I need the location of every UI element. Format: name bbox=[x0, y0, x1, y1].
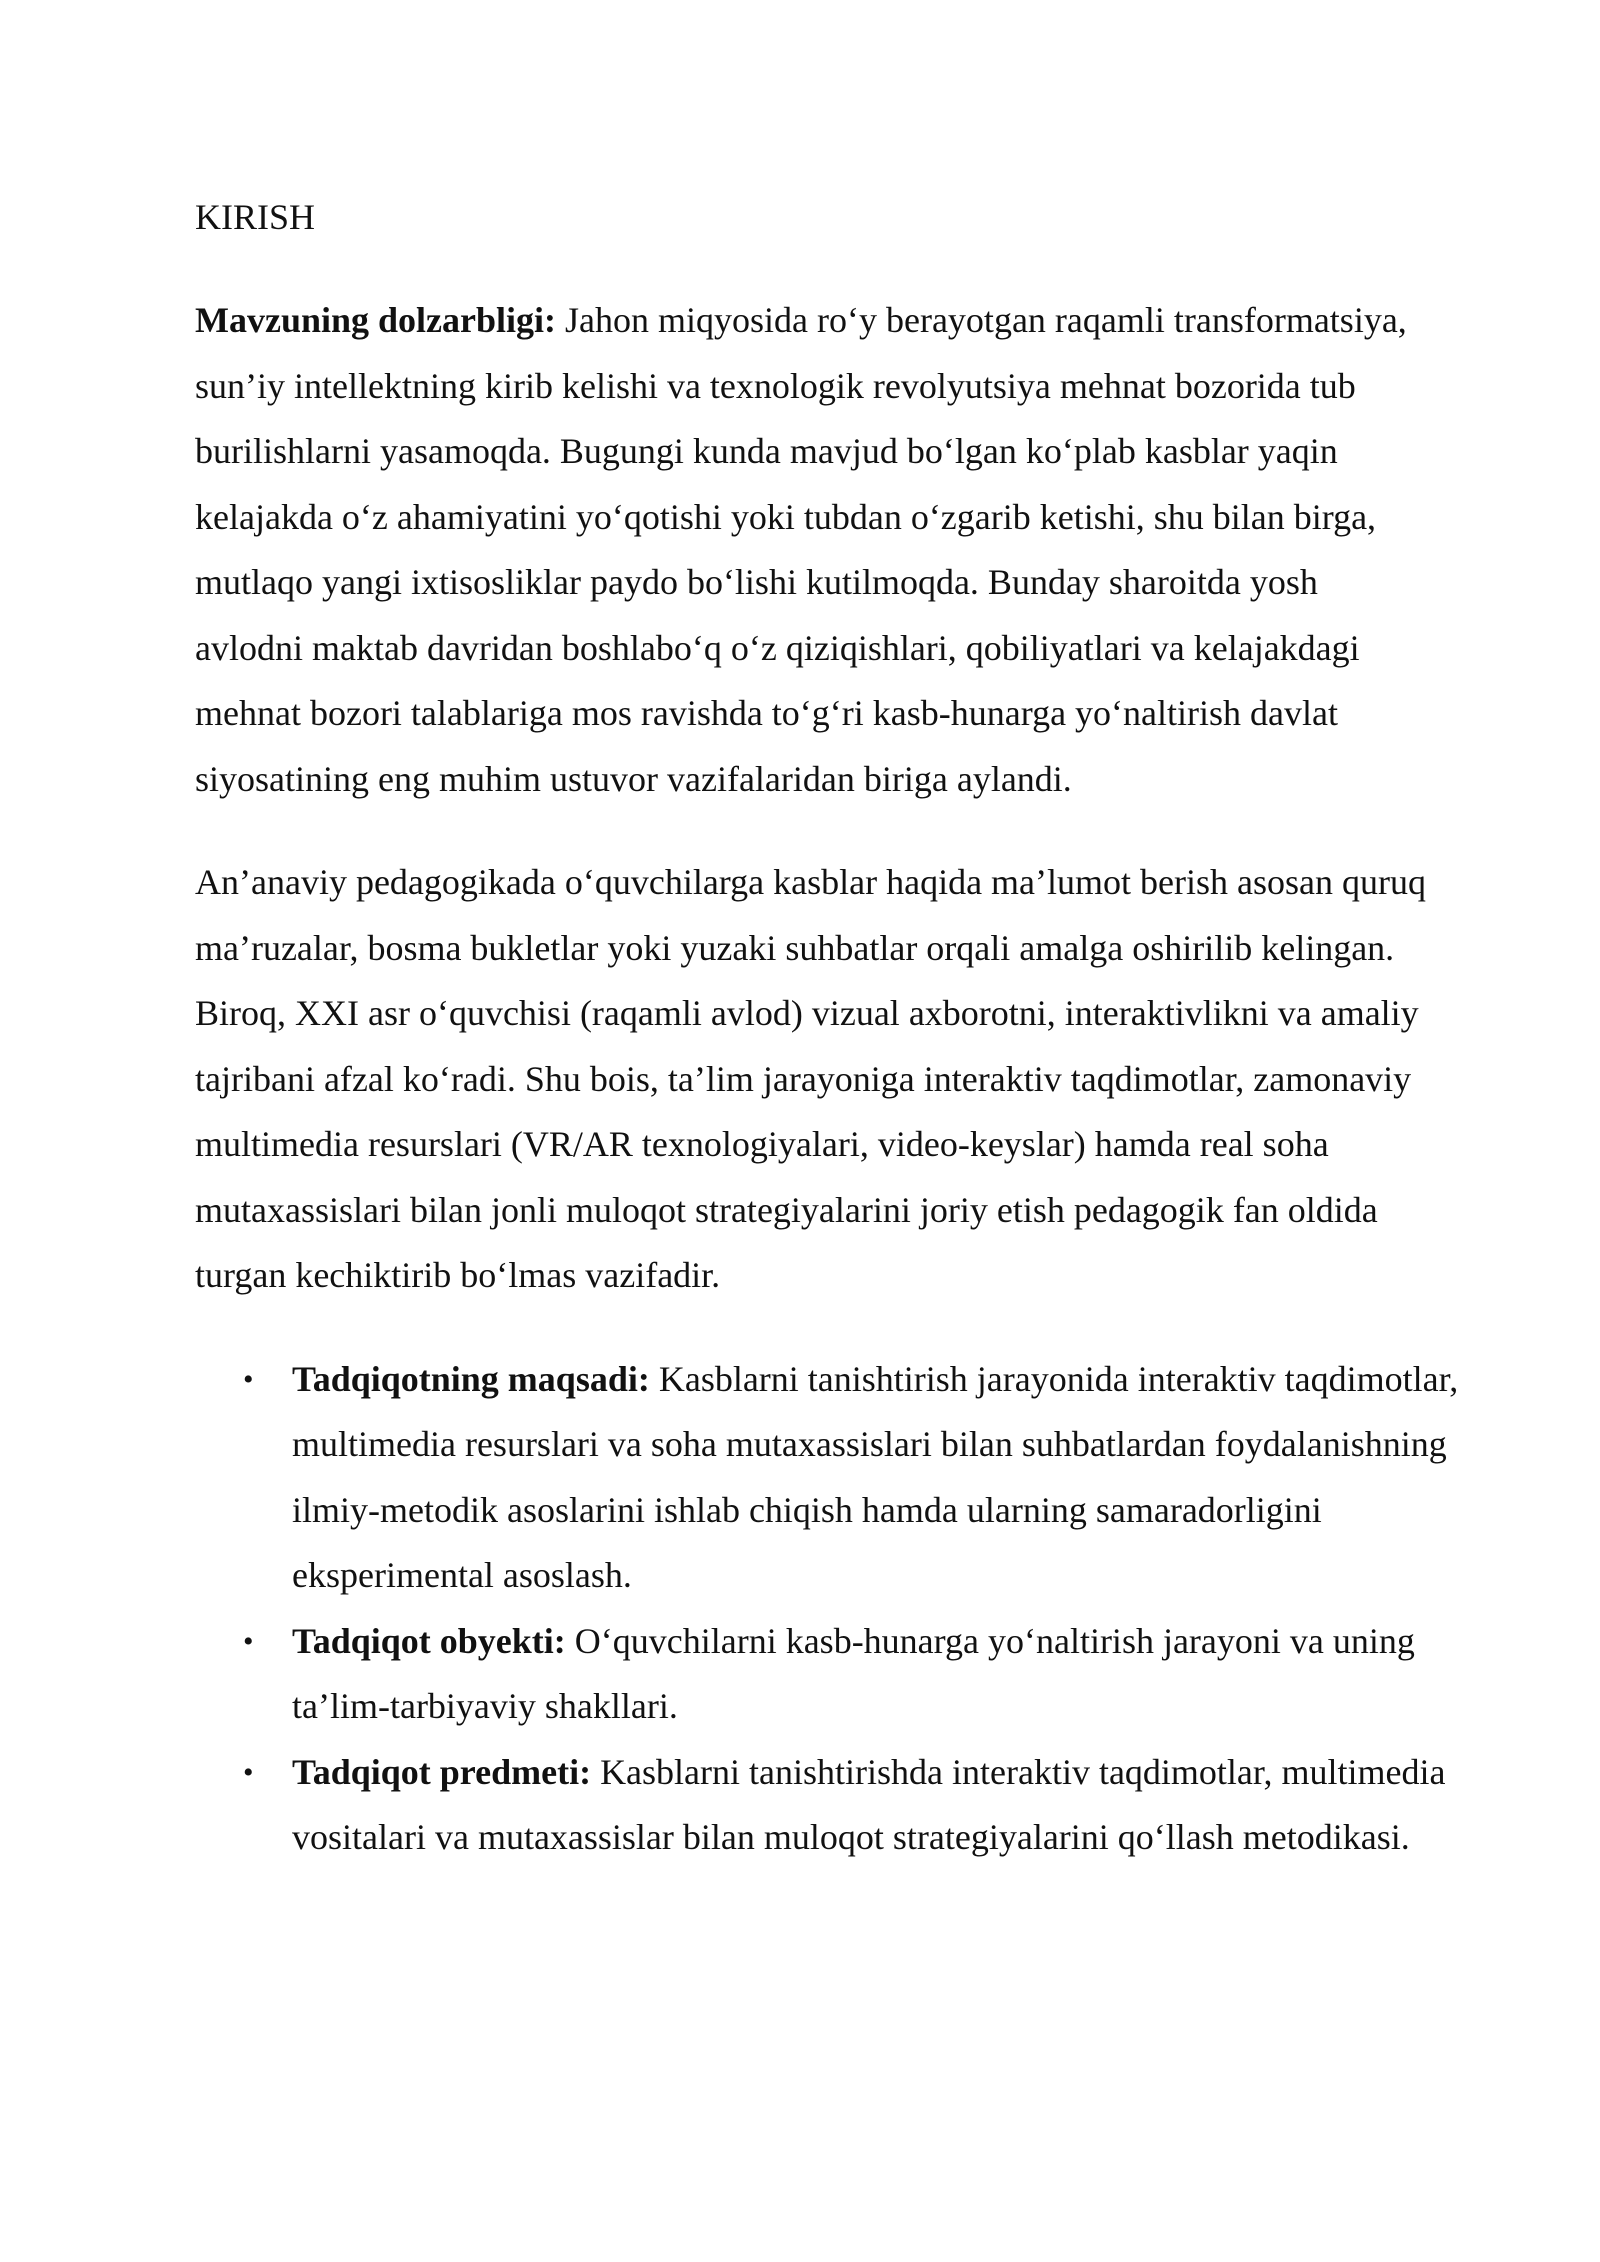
section-heading: KIRISH bbox=[195, 197, 316, 237]
object-lead: Tadqiqot obyekti: bbox=[292, 1620, 566, 1661]
pedagogy-paragraph bbox=[195, 850, 1427, 1309]
subject-lead: Tadqiqot predmeti: bbox=[292, 1751, 592, 1792]
subject-text: Kasblarni tanishtirishda interaktiv taqdimotlar, multimedia vositalari va mutaxassislar bilan muloqot strategiyalarini qo‘llash metodikasi. bbox=[292, 1751, 1446, 1857]
pedagogy-text: An’anaviy pedagogikada o‘quvchilarga kasblar haqida ma’lumot berish asosan quruq ma’ruzalar, bosma bukletlar yoki yuzaki suhbatlar orqali amalga oshirilib kelingan. Biroq, XXI asr o‘quvchisi (raqamli avlod) vizual axborotni, interaktivlikni va amaliy tajribani afzal ko‘radi. Shu bois, ta’lim jarayoniga interaktiv taqdimotlar, zamonaviy multimedia resurslari (VR/AR texnologiyalari, video-keyslar) hamda real soha mutaxassislari bilan jonli muloqot strategiyalarini joriy etish pedagogik fan oldida turgan kechiktirib bo‘lmas vazifadir. bbox=[195, 862, 1426, 1295]
goal-text: Kasblarni tanishtirish jarayonida interaktiv taqdimotlar, multimedia resurslari va soha mutaxassislari bilan suhbatlardan foydalanishning ilmiy-metodik asoslarini ishlab chiqish hamda ularning samaradorligini eksperimental asoslash. bbox=[292, 1358, 1459, 1595]
document-body bbox=[195, 188, 1459, 1871]
relevance-lead: Mavzuning dolzarbligi: bbox=[195, 300, 557, 340]
goal-lead: Tadqiqotning maqsadi: bbox=[292, 1358, 650, 1399]
bullet-icon: • bbox=[243, 1362, 254, 1396]
list-item-goal bbox=[195, 1347, 1482, 1609]
list-item-subject bbox=[195, 1740, 1482, 1871]
bullet-icon: • bbox=[243, 1755, 254, 1789]
object-text: O‘quvchilarni kasb-hunarga yo‘naltirish jarayoni va uning ta’lim-tarbiyaviy shakllari. bbox=[292, 1620, 1415, 1726]
list-item-object bbox=[195, 1609, 1482, 1740]
bullet-icon: • bbox=[243, 1624, 254, 1658]
relevance-text: Jahon miqyosida ro‘y berayotgan raqamli transformatsiya, sun’iy intellektning kirib kelishi va texnologik revolyutsiya mehnat bozorida tub burilishlarni yasamoqda. Bugungi kunda mavjud bo‘lgan ko‘plab kasblar yaqin kelajakda o‘z ahamiyatini yo‘qotishi yoki tubdan o‘zgarib ketishi, shu bilan birga, mutlaqo yangi ixtisosliklar paydo bo‘lishi kutilmoqda. Bunday sharoitda yosh avlodni maktab davridan boshlabo‘q o‘z qiziqishlari, qobiliyatlari va kelajakdagi mehnat bozori talablariga mos ravishda to‘g‘ri kasb-hunarga yo‘naltirish davlat siyosatining eng muhim ustuvor vazifalaridan biriga aylandi. bbox=[195, 300, 1407, 799]
research-bullet-list bbox=[195, 1347, 1459, 1871]
relevance-paragraph bbox=[195, 288, 1427, 812]
